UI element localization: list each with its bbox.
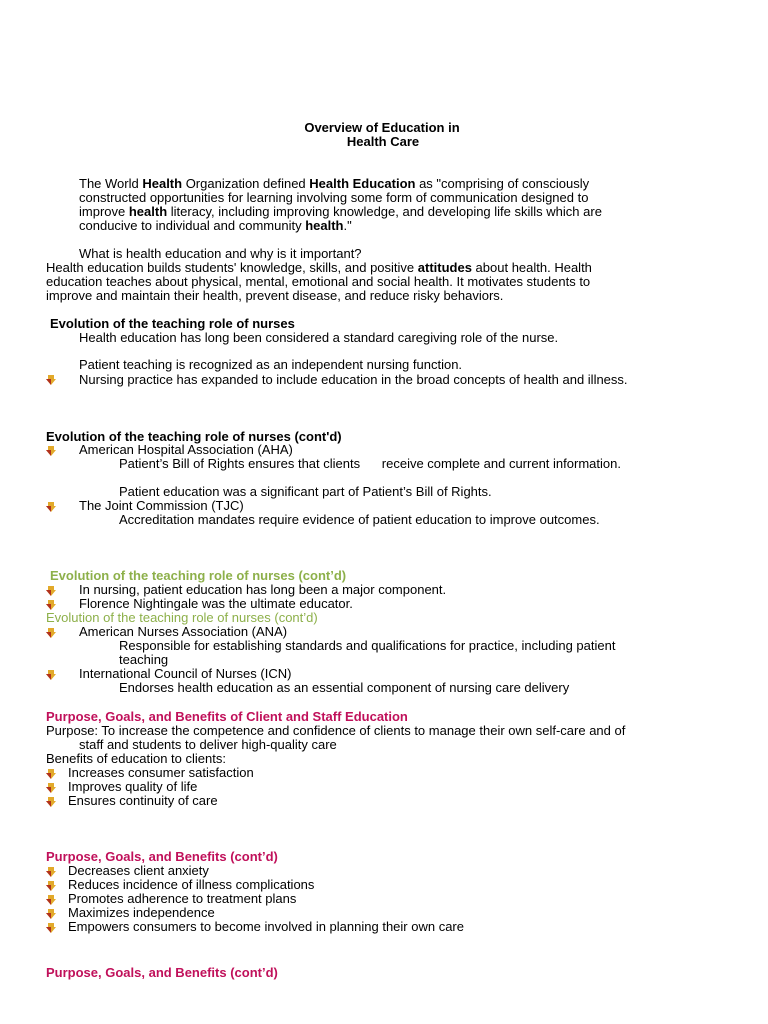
purpose-line-1: Purpose: To increase the competence and confidence of clients to manage their own self-care and of bbox=[46, 723, 626, 738]
question-line: What is health education and why is it important? bbox=[79, 246, 362, 261]
section2-sub-3: Accreditation mandates require evidence of patient education to improve outcomes. bbox=[119, 512, 600, 527]
answer-line-1: Health education builds students' knowledge, skills, and positive attitudes about health. Health bbox=[46, 260, 592, 275]
arrow-down-bullet-icon bbox=[45, 445, 57, 457]
arrow-down-bullet-icon bbox=[45, 374, 57, 386]
section1-paragraph-2: Patient teaching is recognized as an independent nursing function. bbox=[79, 357, 463, 372]
arrow-down-bullet-icon bbox=[45, 922, 57, 934]
section1-paragraph-1: Health education has long been considered a standard caregiving role of the nurse. bbox=[79, 330, 559, 345]
section2-heading: Evolution of the teaching role of nurses (cont'd) bbox=[46, 429, 342, 444]
arrow-down-bullet-icon bbox=[45, 866, 57, 878]
doc-title-line1: Overview of Education in bbox=[304, 120, 460, 135]
section2-bullet-aha: American Hospital Association (AHA) bbox=[79, 442, 293, 457]
list-item: Empowers consumers to become involved in planning their own care bbox=[68, 919, 464, 934]
benefits-label: Benefits of education to clients: bbox=[46, 751, 226, 766]
list-item: Reduces incidence of illness complications bbox=[68, 877, 315, 892]
section4-heading: Purpose, Goals, and Benefits of Client and Staff Education bbox=[46, 709, 408, 724]
section3-sub-1: Responsible for establishing standards and qualifications for practice, including patient bbox=[119, 638, 616, 653]
section2-bullet-tjc: The Joint Commission (TJC) bbox=[79, 498, 244, 513]
arrow-down-bullet-icon bbox=[45, 669, 57, 681]
section3-bullet-2: Florence Nightingale was the ultimate educator. bbox=[79, 596, 353, 611]
section3-sub-2: Endorses health education as an essential component of nursing care delivery bbox=[119, 680, 570, 695]
section3-heading: Evolution of the teaching role of nurses (cont’d) bbox=[50, 568, 347, 583]
who-line-4: conducive to individual and community health." bbox=[79, 218, 352, 233]
arrow-down-bullet-icon bbox=[45, 894, 57, 906]
who-line-3: improve health literacy, including improving knowledge, and developing life skills which are bbox=[79, 204, 602, 219]
doc-title-line2: Health Care bbox=[346, 134, 420, 149]
section1-bullet-1: Nursing practice has expanded to include education in the broad concepts of health and illness. bbox=[79, 372, 628, 387]
purpose-line-2: staff and students to deliver high-quality care bbox=[79, 737, 337, 752]
answer-line-2: education teaches about physical, mental, emotional and social health. It motivates students to bbox=[46, 274, 591, 289]
arrow-down-bullet-icon bbox=[45, 782, 57, 794]
section6-heading: Purpose, Goals, and Benefits (cont’d) bbox=[46, 965, 278, 980]
arrow-down-bullet-icon bbox=[45, 585, 57, 597]
list-item: Maximizes independence bbox=[68, 905, 215, 920]
section5-heading: Purpose, Goals, and Benefits (cont’d) bbox=[46, 849, 278, 864]
section3-bullet-ana: American Nurses Association (ANA) bbox=[79, 624, 288, 639]
arrow-down-bullet-icon bbox=[45, 501, 57, 513]
section3-heading-2: Evolution of the teaching role of nurses (cont’d) bbox=[46, 610, 318, 625]
list-item: Decreases client anxiety bbox=[68, 863, 209, 878]
arrow-down-bullet-icon bbox=[45, 908, 57, 920]
section2-sub-2: Patient education was a significant part of Patient’s Bill of Rights. bbox=[119, 484, 492, 499]
answer-line-3: improve and maintain their health, prevent disease, and reduce risky behaviors. bbox=[46, 288, 504, 303]
who-line-1: The World Health Organization defined Health Education as "comprising of consciously bbox=[79, 176, 590, 191]
section2-sub-1: Patient’s Bill of Rights ensures that clients receive complete and current information. bbox=[119, 456, 621, 471]
section3-bullet-icn: International Council of Nurses (ICN) bbox=[79, 666, 292, 681]
list-item: Increases consumer satisfaction bbox=[68, 765, 254, 780]
list-item: Ensures continuity of care bbox=[68, 793, 218, 808]
list-item: Promotes adherence to treatment plans bbox=[68, 891, 297, 906]
arrow-down-bullet-icon bbox=[45, 880, 57, 892]
who-line-2: constructed opportunities for learning involving some form of communication designed to bbox=[79, 190, 589, 205]
section3-bullet-1: In nursing, patient education has long been a major component. bbox=[79, 582, 447, 597]
section1-heading: Evolution of the teaching role of nurses bbox=[50, 316, 295, 331]
arrow-down-bullet-icon bbox=[45, 768, 57, 780]
section3-sub-1b: teaching bbox=[119, 652, 169, 667]
arrow-down-bullet-icon bbox=[45, 796, 57, 808]
list-item: Improves quality of life bbox=[68, 779, 198, 794]
arrow-down-bullet-icon bbox=[45, 627, 57, 639]
